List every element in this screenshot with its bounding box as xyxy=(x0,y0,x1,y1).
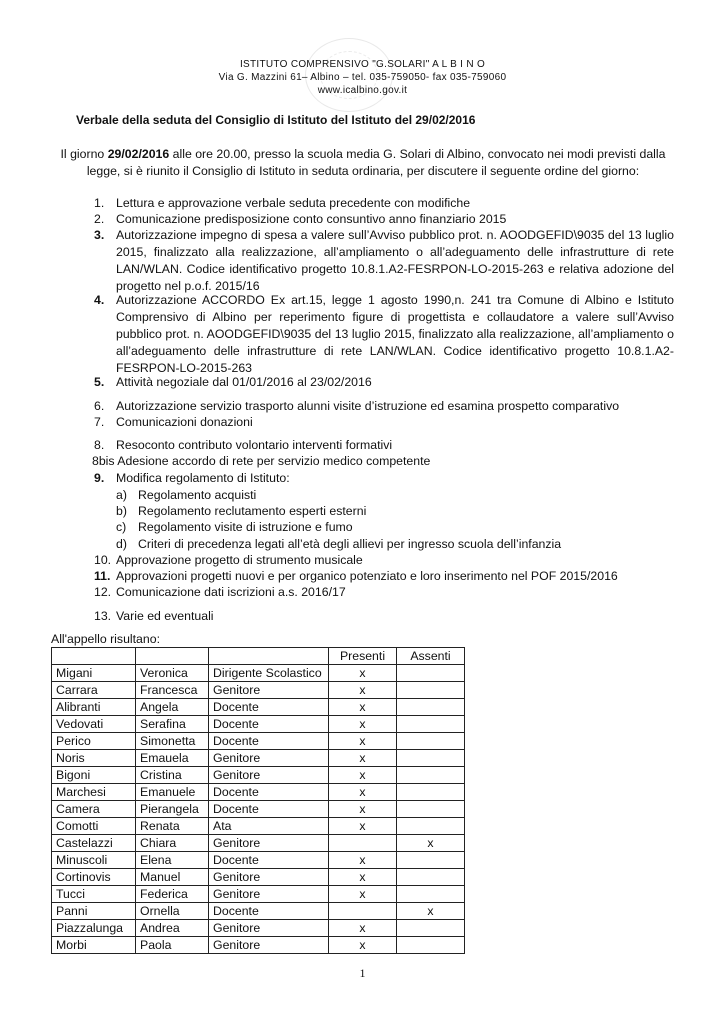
role-cell: Docente xyxy=(209,784,329,801)
table-header-row xyxy=(52,648,465,665)
header-cell: Presenti xyxy=(329,648,397,665)
absent-cell xyxy=(397,733,465,750)
absent-cell xyxy=(397,699,465,716)
table-row xyxy=(52,886,465,903)
agenda-text: Autorizzazione ACCORDO Ex art.15, legge 1 agosto 1990,n. 241 tra Comune di Albino e Istituto Comprensivo di Albino per reperimento figure di progettista e collaudatore a valere sull’Avviso pubblico prot. n. AOODGEFID\9035 del 13 luglio 2015, finalizzato alla realizzazione, all’ampliamento o all’adeguamento delle infrastrutture di rete LAN/WLAN. Codice identificativo progetto 10.8.1.A2-FESRPON-LO-2015-263 xyxy=(116,293,674,375)
sub-text: Regolamento acquisti xyxy=(138,488,257,502)
role-cell: Genitore xyxy=(209,767,329,784)
agenda-item-8bis: 8bis Adesione accordo di rete per servizio medico competente xyxy=(92,454,431,468)
firstname-cell: Emauela xyxy=(136,750,209,767)
absent-cell xyxy=(397,750,465,767)
absent-cell xyxy=(397,682,465,699)
agenda-text: Approvazione progetto di strumento musicale xyxy=(116,553,363,567)
firstname-cell: Francesca xyxy=(136,682,209,699)
surname-cell: Carrara xyxy=(52,682,136,699)
surname-cell: Tucci xyxy=(52,886,136,903)
agenda-text: Varie ed eventuali xyxy=(116,609,214,623)
role-cell: Genitore xyxy=(209,835,329,852)
table-row xyxy=(52,818,465,835)
surname-cell: Alibranti xyxy=(52,699,136,716)
agenda-text: Resoconto contributo volontario interventi formativi xyxy=(116,438,393,452)
table-row xyxy=(52,801,465,818)
firstname-cell: Serafina xyxy=(136,716,209,733)
table-row xyxy=(52,784,465,801)
firstname-cell: Federica xyxy=(136,886,209,903)
present-cell: x xyxy=(329,920,397,937)
table-row xyxy=(52,716,465,733)
firstname-cell: Chiara xyxy=(136,835,209,852)
agenda-number: 2. xyxy=(94,212,105,226)
header-cell xyxy=(209,648,329,665)
absent-cell xyxy=(397,852,465,869)
table-row xyxy=(52,869,465,886)
agenda-number: 13. xyxy=(94,609,112,623)
firstname-cell: Ornella xyxy=(136,903,209,920)
firstname-cell: Andrea xyxy=(136,920,209,937)
role-cell: Genitore xyxy=(209,869,329,886)
sub-text: Regolamento visite di istruzione e fumo xyxy=(138,520,353,534)
header-website: www.icalbino.gov.it xyxy=(317,85,408,96)
firstname-cell: Cristina xyxy=(136,767,209,784)
agenda-number: 6. xyxy=(94,399,105,413)
present-cell: x xyxy=(329,699,397,716)
present-cell xyxy=(329,903,397,920)
absent-cell xyxy=(397,818,465,835)
present-cell: x xyxy=(329,818,397,835)
table-row xyxy=(52,733,465,750)
role-cell: Docente xyxy=(209,903,329,920)
absent-cell xyxy=(397,869,465,886)
header-address: Via G. Mazzini 61– Albino – tel. 035-759050- fax 035-759060 xyxy=(218,72,507,83)
agenda-text: Lettura e approvazione verbale seduta precedente con modifiche xyxy=(116,196,471,210)
table-row xyxy=(52,665,465,682)
role-cell: Docente xyxy=(209,801,329,818)
surname-cell: Cortinovis xyxy=(52,869,136,886)
attendance-table xyxy=(51,647,465,954)
firstname-cell: Paola xyxy=(136,937,209,954)
role-cell: Genitore xyxy=(209,750,329,767)
agenda-number: 9. xyxy=(94,471,105,485)
absent-cell xyxy=(397,920,465,937)
agenda-text: Comunicazioni donazioni xyxy=(116,415,253,429)
role-cell: Ata xyxy=(209,818,329,835)
header-cell xyxy=(136,648,209,665)
role-cell: Dirigente Scolastico xyxy=(209,665,329,682)
agenda-text: Autorizzazione servizio trasporto alunni visite d’istruzione ed esamina prospetto comparativo xyxy=(116,399,620,413)
surname-cell: Piazzalunga xyxy=(52,920,136,937)
surname-cell: Castelazzi xyxy=(52,835,136,852)
role-cell: Docente xyxy=(209,733,329,750)
agenda-text: Attività negoziale dal 01/01/2016 al 23/02/2016 xyxy=(116,375,372,389)
sub-letter: c) xyxy=(116,520,127,534)
table-row xyxy=(52,682,465,699)
present-cell: x xyxy=(329,801,397,818)
surname-cell: Perico xyxy=(52,733,136,750)
firstname-cell: Pierangela xyxy=(136,801,209,818)
present-cell: x xyxy=(329,869,397,886)
surname-cell: Morbi xyxy=(52,937,136,954)
sub-text: Regolamento reclutamento esperti esterni xyxy=(138,504,367,518)
present-cell: x xyxy=(329,716,397,733)
absent-cell xyxy=(397,937,465,954)
sub-letter: b) xyxy=(116,504,127,518)
agenda-text: Comunicazione predisposizione conto consuntivo anno finanziario 2015 xyxy=(116,212,507,226)
surname-cell: Marchesi xyxy=(52,784,136,801)
role-cell: Genitore xyxy=(209,886,329,903)
role-cell: Genitore xyxy=(209,937,329,954)
role-cell: Docente xyxy=(209,716,329,733)
firstname-cell: Elena xyxy=(136,852,209,869)
intro-date: 29/02/2016 xyxy=(107,147,170,161)
header-institute-name: ISTITUTO COMPRENSIVO "G.SOLARI" A L B I N O xyxy=(239,59,486,70)
agenda-text: Approvazioni progetti nuovi e per organico potenziato e loro inserimento nel POF 2015/2016 xyxy=(116,569,618,583)
role-cell: Docente xyxy=(209,852,329,869)
agenda-number: 10. xyxy=(94,553,112,567)
present-cell: x xyxy=(329,937,397,954)
table-row xyxy=(52,903,465,920)
present-cell xyxy=(329,835,397,852)
agenda-text: Modifica regolamento di Istituto: xyxy=(116,471,290,485)
sub-letter: d) xyxy=(116,537,127,551)
role-cell: Genitore xyxy=(209,682,329,699)
agenda-number: 3. xyxy=(94,228,105,242)
absent-cell: x xyxy=(397,835,465,852)
firstname-cell: Renata xyxy=(136,818,209,835)
agenda-number: 5. xyxy=(94,375,105,389)
intro-text-before: Il giorno xyxy=(60,147,108,161)
table-row xyxy=(52,767,465,784)
roll-call-label: All'appello risultano: xyxy=(51,632,160,646)
firstname-cell: Angela xyxy=(136,699,209,716)
surname-cell: Bigoni xyxy=(52,767,136,784)
surname-cell: Vedovati xyxy=(52,716,136,733)
present-cell: x xyxy=(329,733,397,750)
surname-cell: Migani xyxy=(52,665,136,682)
surname-cell: Panni xyxy=(52,903,136,920)
agenda-number: 4. xyxy=(94,293,105,307)
surname-cell: Minuscoli xyxy=(52,852,136,869)
header-cell: Assenti xyxy=(397,648,465,665)
agenda-number: 12. xyxy=(94,585,112,599)
firstname-cell: Emanuele xyxy=(136,784,209,801)
intro-text-after: alle ore 20.00, presso la scuola media G. Solari di Albino, convocato nei modi previsti dalla legge, si è riunito il Consiglio di Istituto in seduta ordinaria, per discutere il seguente ordine del giorno: xyxy=(86,147,666,178)
present-cell: x xyxy=(329,852,397,869)
agenda-number: 7. xyxy=(94,415,105,429)
role-cell: Docente xyxy=(209,699,329,716)
absent-cell xyxy=(397,716,465,733)
table-row xyxy=(52,920,465,937)
table-row xyxy=(52,852,465,869)
surname-cell: Camera xyxy=(52,801,136,818)
absent-cell xyxy=(397,767,465,784)
header-cell xyxy=(52,648,136,665)
surname-cell: Comotti xyxy=(52,818,136,835)
intro-paragraph xyxy=(52,146,674,180)
absent-cell: x xyxy=(397,903,465,920)
absent-cell xyxy=(397,801,465,818)
absent-cell xyxy=(397,665,465,682)
agenda-text: Comunicazione dati iscrizioni a.s. 2016/17 xyxy=(116,585,346,599)
table-row xyxy=(52,699,465,716)
agenda-number: 1. xyxy=(94,196,105,210)
page-number: 1 xyxy=(359,966,366,980)
present-cell: x xyxy=(329,767,397,784)
present-cell: x xyxy=(329,886,397,903)
absent-cell xyxy=(397,784,465,801)
agenda-text: Autorizzazione impegno di spesa a valere sull’Avviso pubblico prot. n. AOODGEFID\9035 del 13 luglio 2015, finalizzato alla realizzazione, all’ampliamento o all’adeguamento delle infrastrutture di rete LAN/WLAN. Codice identificativo progetto 10.8.1.A2-FESRPON-LO-2015-263 e relativa adozione del progetto nel p.o.f. 2015/16 xyxy=(116,228,674,293)
absent-cell xyxy=(397,886,465,903)
present-cell: x xyxy=(329,750,397,767)
present-cell: x xyxy=(329,665,397,682)
agenda-number: 11. xyxy=(94,569,111,583)
table-row xyxy=(52,937,465,954)
firstname-cell: Simonetta xyxy=(136,733,209,750)
firstname-cell: Veronica xyxy=(136,665,209,682)
present-cell: x xyxy=(329,784,397,801)
attendance-table-body xyxy=(52,648,465,954)
document-title: Verbale della seduta del Consiglio di Istituto del Istituto del 29/02/2016 xyxy=(76,113,476,127)
role-cell: Genitore xyxy=(209,920,329,937)
agenda-number: 8. xyxy=(94,438,105,452)
firstname-cell: Manuel xyxy=(136,869,209,886)
sub-text: Criteri di precedenza legati all’età degli allievi per ingresso scuola dell’infanzia xyxy=(138,537,562,551)
surname-cell: Noris xyxy=(52,750,136,767)
present-cell: x xyxy=(329,682,397,699)
table-row xyxy=(52,835,465,852)
sub-letter: a) xyxy=(116,488,127,502)
table-row xyxy=(52,750,465,767)
